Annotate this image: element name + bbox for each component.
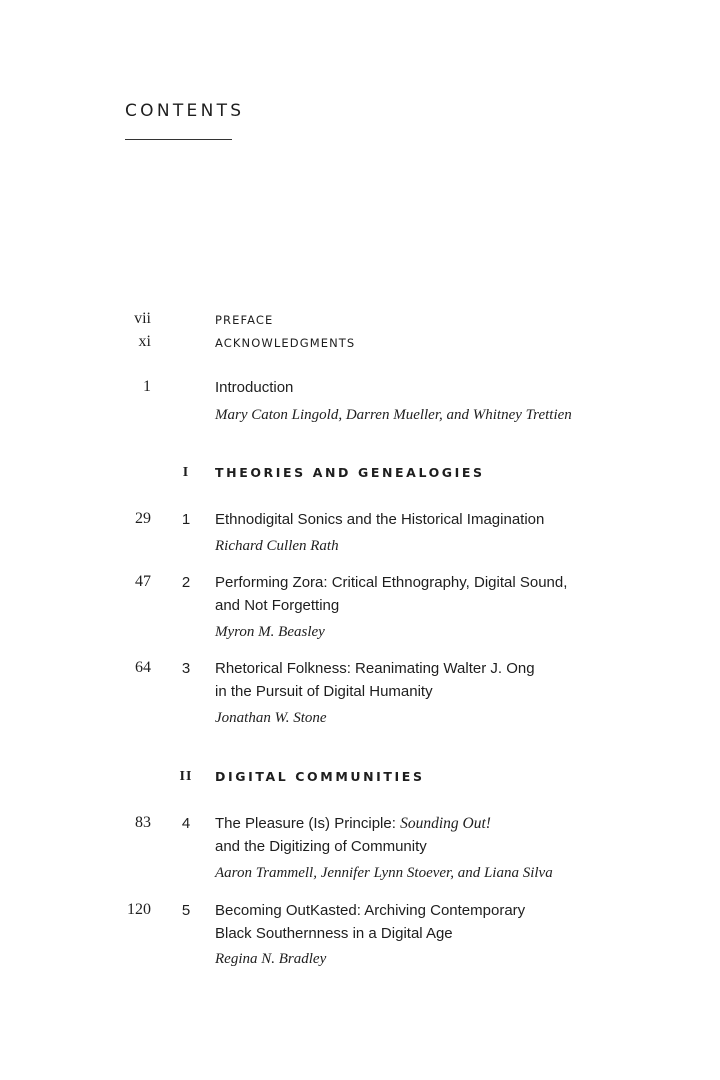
page-title: CONTENTS <box>125 101 245 121</box>
chapter-number: 2 <box>181 574 191 591</box>
entry-title-line-2: and the Digitizing of Community <box>215 838 427 855</box>
heading-divider <box>125 139 232 140</box>
chapter-number: 5 <box>181 902 191 919</box>
entry-title-line-1: Performing Zora: Critical Ethnography, Digital Sound, <box>215 574 568 591</box>
chapter-number: 1 <box>181 511 191 528</box>
entry-title-line-2: and Not Forgetting <box>215 597 340 614</box>
entry-title-italic: Sounding Out! <box>400 815 491 832</box>
page-number: xi <box>138 333 151 350</box>
entry-authors: Mary Caton Lingold, Darren Mueller, and Whitney Trettien <box>215 407 572 423</box>
entry-authors: Regina N. Bradley <box>215 951 327 967</box>
part-numeral: I <box>182 465 190 480</box>
entry-title: Ethnodigital Sonics and the Historical Imagination <box>215 511 545 528</box>
page-number: 64 <box>135 659 151 676</box>
chapter-number: 3 <box>181 660 191 677</box>
entry-title-line-1: Becoming OutKasted: Archiving Contemporary <box>215 902 526 919</box>
part-numeral: II <box>179 769 193 784</box>
part-title: THEORIES AND GENEALOGIES <box>215 465 485 480</box>
entry-title: ACKNOWLEDGMENTS <box>215 336 356 350</box>
page-number: 120 <box>127 901 151 918</box>
page-number: 29 <box>135 510 151 527</box>
entry-title: PREFACE <box>215 313 274 327</box>
entry-authors: Richard Cullen Rath <box>215 538 339 554</box>
chapter-number: 4 <box>181 815 191 832</box>
entry-title-line-1 <box>215 812 595 835</box>
entry-title-line-2: Black Southernness in a Digital Age <box>215 925 453 942</box>
entry-title-line-2: in the Pursuit of Digital Humanity <box>215 683 433 700</box>
entry-authors: Jonathan W. Stone <box>215 710 327 726</box>
page-number: 47 <box>135 573 151 590</box>
entry-title: Introduction <box>215 379 294 396</box>
page-number: vii <box>134 310 151 327</box>
part-title: DIGITAL COMMUNITIES <box>215 769 425 784</box>
entry-title-line-1: Rhetorical Folkness: Reanimating Walter J. Ong <box>215 660 535 677</box>
page-number: 1 <box>143 378 151 395</box>
entry-title-prefix: The Pleasure (Is) Principle: <box>215 815 401 832</box>
page-number: 83 <box>135 814 151 831</box>
entry-authors: Aaron Trammell, Jennifer Lynn Stoever, and Liana Silva <box>215 865 553 881</box>
entry-authors: Myron M. Beasley <box>215 624 325 640</box>
